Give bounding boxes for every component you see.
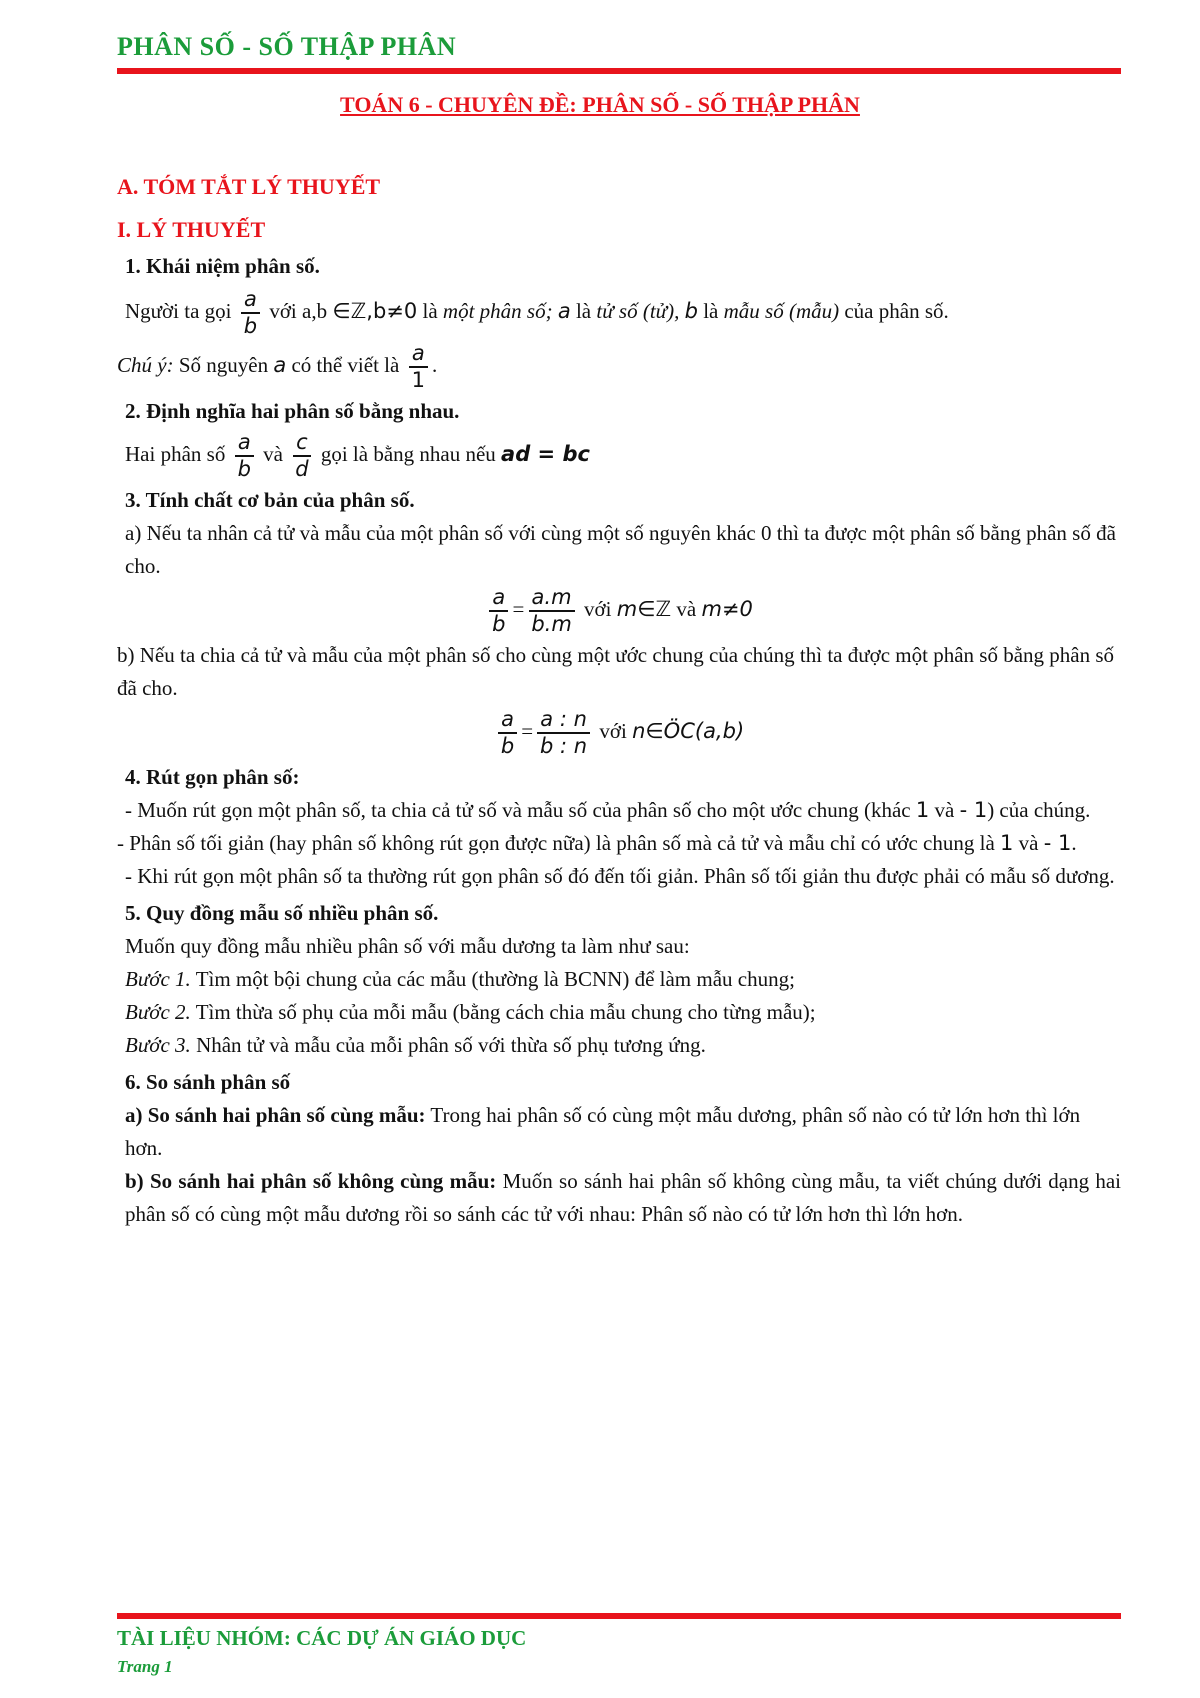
compare-different-denominator: b) So sánh hai phân số không cùng mẫu: Muốn so sánh hai phân số không cùng mẫu, ta viết chúng dưới dạng hai phân số có cùng một mẫu dương rồi so sánh các tử với nhau: Phân số nào có tử lớn hơn thì lớn hơn. bbox=[125, 1169, 1122, 1226]
subheading-3: 3. Tính chất cơ bản của phân số. bbox=[125, 488, 415, 512]
page-header-title: PHÂN SỐ - SỐ THẬP PHÂN bbox=[117, 32, 457, 61]
header-divider bbox=[117, 68, 1121, 74]
fraction-c-over-d: $\frac{c}{d}$ bbox=[292, 432, 311, 480]
fraction-a-over-b: $\frac{a}{b}$ bbox=[235, 432, 254, 480]
paragraph-definition: Người ta gọi $\frac{a}{b}$ với a,b ∈ℤ,b≠0 là một phân số; a là tử số (tử), b là mẫu số (mẫu) của phân số. bbox=[125, 287, 949, 338]
footer-title: TÀI LIỆU NHÓM: CÁC DỰ ÁN GIÁO DỤC bbox=[117, 1626, 527, 1650]
fraction-an-over-bn: $\frac{a : n}{b : n}$ bbox=[537, 709, 590, 757]
document-title: TOÁN 6 - CHUYÊN ĐỀ: PHÂN SỐ - SỐ THẬP PHÂN bbox=[340, 92, 860, 117]
step-2: Bước 2. Tìm thừa số phụ của mỗi mẫu (bằng cách chia mẫu chung cho từng mẫu); bbox=[125, 1000, 816, 1024]
subheading-6: 6. So sánh phân số bbox=[125, 1070, 291, 1094]
page-number: Trang 1 bbox=[117, 1657, 173, 1676]
fraction-a-over-b: $\frac{a}{b}$ bbox=[498, 709, 517, 757]
subheading-5: 5. Quy đồng mẫu số nhiều phân số. bbox=[125, 901, 439, 925]
property-a-text: a) Nếu ta nhân cả tử và mẫu của một phân số với cùng một số nguyên khác 0 thì ta được một phân số bằng phân số đã cho. bbox=[125, 521, 1116, 578]
step-1: Bước 1. Tìm một bội chung của các mẫu (thường là BCNN) để làm mẫu chung; bbox=[125, 967, 795, 991]
reduce-rule-1: - Muốn rút gọn một phân số, ta chia cả tử số và mẫu số của phân số cho một ước chung (khác 1 và - 1) của chúng. bbox=[125, 798, 1091, 822]
equation-multiply: $\frac{a}{b}$ = $\frac{a.m}{b.m}$ với m∈ℤ và m≠0 bbox=[117, 587, 1121, 635]
footer-divider bbox=[117, 1613, 1121, 1619]
fraction-a-over-b: $\frac{a}{b}$ bbox=[489, 587, 508, 635]
paragraph-equal-fractions: Hai phân số $\frac{a}{b}$ và $\frac{c}{d}$ gọi là bằng nhau nếu ad = bc bbox=[125, 430, 590, 481]
property-b-text: b) Nếu ta chia cả tử và mẫu của một phân số cho cùng một ước chung của chúng thì ta được một phân số bằng phân số đã cho. bbox=[117, 643, 1115, 700]
document-body bbox=[117, 170, 1121, 1231]
reduce-rule-2: - Phân số tối giản (hay phân số không rút gọn được nữa) là phân số mà cả tử và mẫu chỉ có ước chung là 1 và - 1. bbox=[117, 831, 1077, 855]
fraction-a-over-b: $\frac{a}{b}$ bbox=[241, 289, 260, 337]
section-heading-i: I. LÝ THUYẾT bbox=[117, 217, 266, 242]
reduce-rule-3: - Khi rút gọn một phân số ta thường rút gọn phân số đó đến tối giản. Phân số tối giản thu được phải có mẫu số dương. bbox=[125, 864, 1115, 888]
common-denominator-intro: Muốn quy đồng mẫu nhiều phân số với mẫu dương ta làm như sau: bbox=[125, 934, 690, 958]
section-heading-a: A. TÓM TẮT LÝ THUYẾT bbox=[117, 174, 381, 199]
subheading-4: 4. Rút gọn phân số: bbox=[125, 765, 300, 789]
equation-divide: $\frac{a}{b}$ = $\frac{a : n}{b : n}$ với n∈ÖC(a,b) bbox=[117, 709, 1121, 757]
subheading-1: 1. Khái niệm phân số. bbox=[125, 254, 320, 278]
fraction-am-over-bm: $\frac{a.m}{b.m}$ bbox=[528, 587, 574, 635]
step-3: Bước 3. Nhân tử và mẫu của mỗi phân số với thừa số phụ tương ứng. bbox=[125, 1033, 706, 1057]
note-paragraph: Chú ý: Số nguyên a có thể viết là $\frac{a}{1}$ . bbox=[117, 341, 438, 392]
subheading-2: 2. Định nghĩa hai phân số bằng nhau. bbox=[125, 399, 460, 423]
fraction-a-over-1: $\frac{a}{1}$ bbox=[409, 343, 428, 391]
compare-same-denominator: a) So sánh hai phân số cùng mẫu: Trong hai phân số có cùng một mẫu dương, phân số nào có tử lớn hơn thì lớn hơn. bbox=[125, 1103, 1081, 1160]
